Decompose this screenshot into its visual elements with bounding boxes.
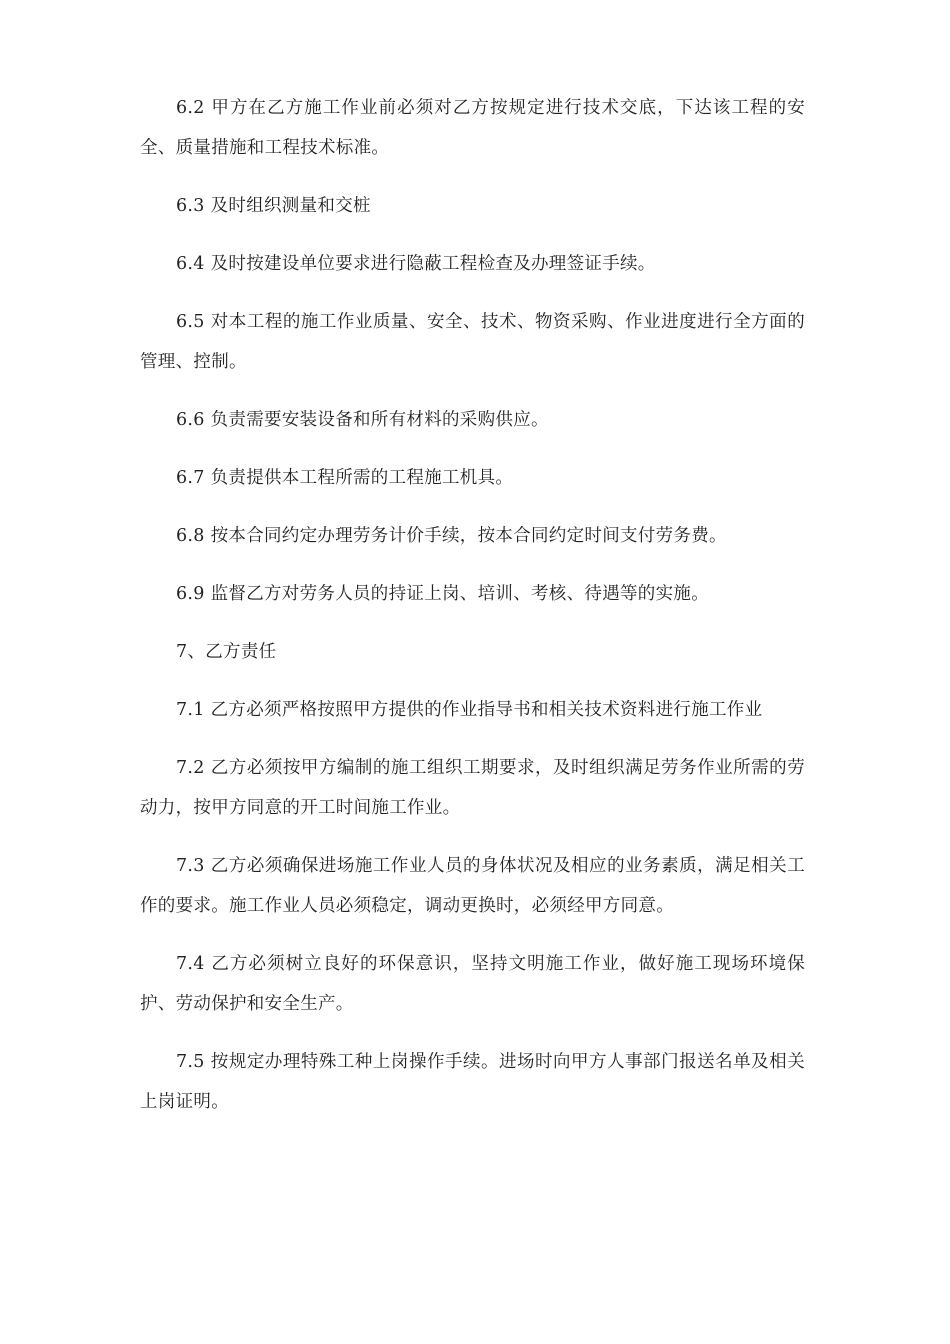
clause-6-7: 6.7 负责提供本工程所需的工程施工机具。	[176, 468, 514, 488]
clause-6-5: 6.5 对本工程的施工作业质量、安全、技术、物资采购、作业进度进行全方面的管理、控制。	[140, 312, 805, 372]
clause-7-3: 7.3 乙方必须确保进场施工作业人员的身体状况及相应的业务素质，满足相关工作的要求。施工作业人员必须稳定，调动更换时，必须经甲方同意。	[140, 856, 805, 916]
clause-7-5: 7.5 按规定办理特殊工种上岗操作手续。进场时向甲方人事部门报送名单及相关上岗证明。	[140, 1052, 805, 1112]
clause-7-2: 7.2 乙方必须按甲方编制的施工组织工期要求，及时组织满足劳务作业所需的劳动力，按甲方同意的开工时间施工作业。	[140, 758, 805, 818]
clause-7-4: 7.4 乙方必须树立良好的环保意识，坚持文明施工作业，做好施工现场环境保护、劳动保护和安全生产。	[140, 954, 805, 1014]
clause-6-9: 6.9 监督乙方对劳务人员的持证上岗、培训、考核、待遇等的实施。	[176, 584, 709, 604]
clause-6-2: 6.2 甲方在乙方施工作业前必须对乙方按规定进行技术交底，下达该工程的安全、质量措施和工程技术标准。	[140, 98, 805, 158]
clause-6-4: 6.4 及时按建设单位要求进行隐蔽工程检查及办理签证手续。	[176, 254, 656, 274]
document-body	[140, 88, 805, 1140]
clause-6-8: 6.8 按本合同约定办理劳务计价手续，按本合同约定时间支付劳务费。	[176, 526, 727, 546]
section-heading-7: 7、乙方责任	[176, 642, 277, 662]
clause-7-1: 7.1 乙方必须严格按照甲方提供的作业指导书和相关技术资料进行施工作业	[176, 700, 763, 720]
clause-6-6: 6.6 负责需要安装设备和所有材料的采购供应。	[176, 410, 549, 430]
clause-6-3: 6.3 及时组织测量和交桩	[176, 196, 371, 216]
